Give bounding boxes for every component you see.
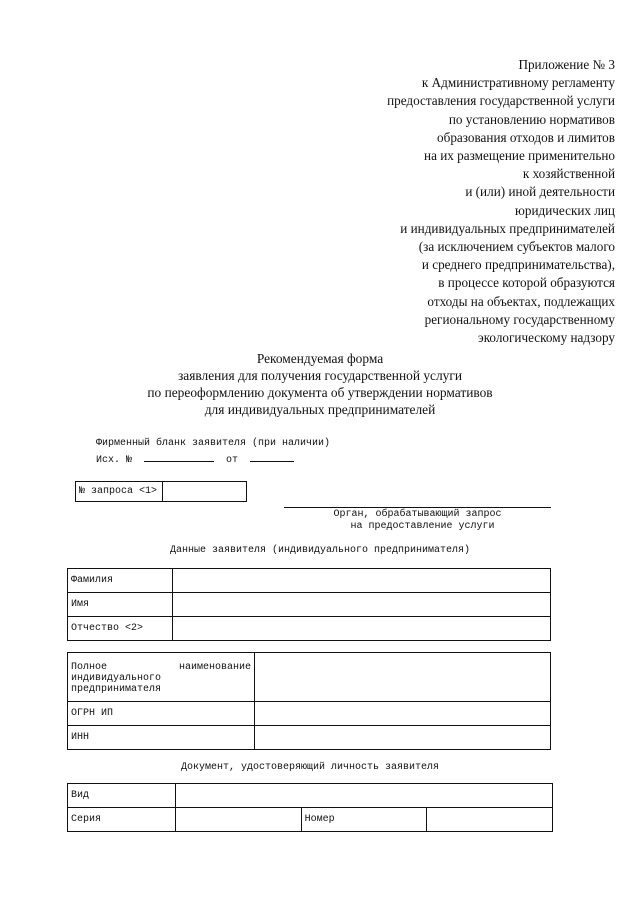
organ-caption-line2: на предоставление услуги <box>350 521 495 532</box>
appendix-line: к Административному регламенту <box>421 75 615 91</box>
patronymic-label: Отчество <2> <box>68 617 173 641</box>
form-title-line: по переоформлению документа об утверждении нормативов <box>147 385 493 400</box>
first-name-field[interactable] <box>173 593 551 617</box>
inn-field[interactable] <box>255 726 551 750</box>
table-row <box>68 617 551 641</box>
identity-document-table <box>67 783 553 832</box>
outgoing-date-label: от <box>226 455 239 466</box>
appendix-line: юридических лиц <box>515 202 615 218</box>
full-name-word: Полное <box>71 661 108 673</box>
form-title-line: Рекомендуемая форма <box>256 351 384 366</box>
appendix-line: предоставления государственной услуги <box>387 93 615 109</box>
table-row <box>68 593 551 617</box>
full-name-field[interactable] <box>255 653 551 702</box>
form-title <box>0 350 640 418</box>
full-name-label-line1 <box>71 662 251 673</box>
appendix-line: отходы на объектах, подлежащих <box>427 293 615 309</box>
document-type-field[interactable] <box>176 784 553 808</box>
full-name-label-line2: индивидуального <box>71 672 162 684</box>
appendix-line: и (или) иной деятельности <box>465 184 615 200</box>
letterhead-note: Фирменный бланк заявителя (при наличии) <box>96 438 331 449</box>
number-label: Номер <box>301 808 427 832</box>
outgoing-date-field[interactable] <box>250 451 294 462</box>
patronymic-field[interactable] <box>173 617 551 641</box>
table-row <box>68 726 551 750</box>
document-type-label: Вид <box>68 784 176 808</box>
table-row <box>68 569 551 593</box>
inn-label: ИНН <box>68 726 255 750</box>
outgoing-number-field[interactable] <box>144 451 214 462</box>
request-number-label: № запроса <1> <box>76 482 163 501</box>
appendix-line: экологическому надзору <box>478 330 615 346</box>
ogrn-label: ОГРН ИП <box>68 702 255 726</box>
ogrn-field[interactable] <box>255 702 551 726</box>
form-title-line: заявления для получения государственной услуги <box>177 368 463 383</box>
appendix-line: региональному государственному <box>424 311 615 327</box>
appendix-line: к хозяйственной <box>522 166 615 182</box>
first-name-label: Имя <box>68 593 173 617</box>
outgoing-number-row <box>96 451 294 467</box>
appendix-line: Приложение № 3 <box>518 57 615 72</box>
number-field[interactable] <box>427 808 553 832</box>
appendix-line: в процессе которой образуются <box>438 275 615 291</box>
surname-label: Фамилия <box>68 569 173 593</box>
appendix-line: и среднего предпринимательства), <box>421 257 615 273</box>
appendix-line: и индивидуальных предпринимателей <box>400 220 615 236</box>
form-title-line: для индивидуальных предпринимателей <box>204 402 436 417</box>
outgoing-number-label: Исх. № <box>96 455 133 466</box>
entrepreneur-details-table <box>67 652 551 750</box>
full-name-word: наименование <box>178 661 251 673</box>
applicant-name-table <box>67 568 551 641</box>
appendix-line: (за исключением субъектов малого <box>418 239 615 255</box>
table-row <box>68 653 551 702</box>
applicant-section-title: Данные заявителя (индивидуального предпринимателя) <box>169 545 471 556</box>
series-label: Серия <box>68 808 176 832</box>
table-row <box>68 808 553 832</box>
table-row <box>68 702 551 726</box>
table-row <box>68 784 553 808</box>
appendix-header <box>275 56 615 347</box>
request-number-box <box>75 481 247 502</box>
organ-caption-line1: Орган, обрабатывающий запрос <box>333 509 502 520</box>
organ-signature-line <box>284 507 551 508</box>
full-name-label <box>68 653 255 702</box>
identity-section-title: Документ, удостоверяющий личность заявителя <box>180 762 440 773</box>
appendix-line: на их размещение применительно <box>424 148 615 164</box>
series-field[interactable] <box>176 808 302 832</box>
appendix-line: образования отходов и лимитов <box>437 129 615 145</box>
surname-field[interactable] <box>173 569 551 593</box>
full-name-label-line3: предпринимателя <box>71 683 162 695</box>
request-number-field[interactable] <box>163 482 246 501</box>
appendix-line: по установлению нормативов <box>448 111 615 127</box>
